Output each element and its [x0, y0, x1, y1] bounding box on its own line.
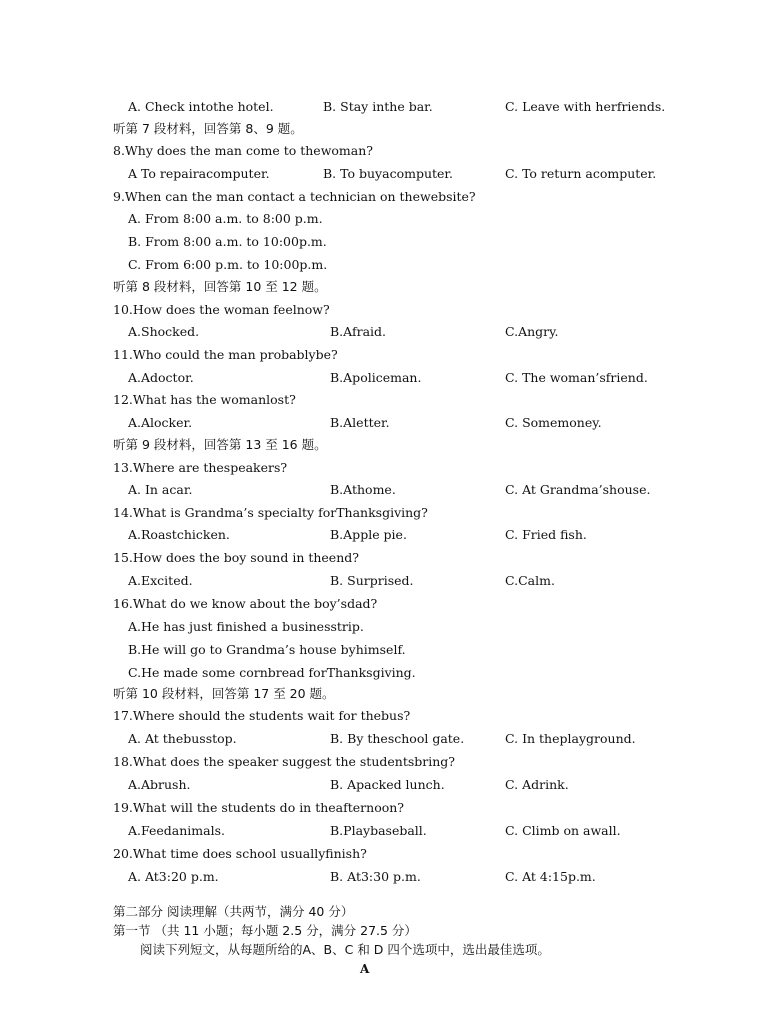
passage-label: A — [360, 962, 370, 976]
q17-option-c: C. In theplayground. — [505, 731, 636, 746]
q11-option-c: C. The woman’sfriend. — [505, 370, 648, 385]
question-15-stem: 15.How does the boy sound in theend? — [113, 550, 359, 565]
q13-option-c: C. At Grandma’shouse. — [505, 482, 651, 497]
question-9-stem: 9.When can the man contact a technician on thewebsite? — [113, 189, 476, 204]
question-17-stem: 17.Where should the students wait for thebus? — [113, 708, 411, 723]
q10-option-b: B.Afraid. — [330, 324, 386, 339]
q18-option-a: A.Abrush. — [128, 777, 191, 792]
q7-option-a: A. Check intothe hotel. — [128, 99, 274, 114]
q7-option-c: C. Leave with herfriends. — [505, 99, 666, 114]
reading-instructions: 阅读下列短文，从每题所给的A、B、C 和 D 四个选项中，选出最佳选项。 — [140, 942, 550, 957]
q14-option-b: B.Apple pie. — [330, 527, 407, 542]
question-8-stem: 8.Why does the man come to thewoman? — [113, 143, 373, 158]
q12-option-b: B.Aletter. — [330, 415, 390, 430]
q14-option-c: C. Fried fish. — [505, 527, 587, 542]
section-heading-10: 听第 10 段材料，回答第 17 至 20 题。 — [113, 686, 335, 701]
question-13-stem: 13.Where are thespeakers? — [113, 460, 288, 475]
q10-option-a: A.Shocked. — [128, 324, 200, 339]
q19-option-b: B.Playbaseball. — [330, 823, 427, 838]
question-18-stem: 18.What does the speaker suggest the studentsbring? — [113, 754, 455, 769]
q9-option-b: B. From 8:00 a.m. to 10:00p.m. — [128, 234, 327, 249]
q16-option-a: A.He has just finished a businesstrip. — [128, 619, 364, 634]
q11-option-b: B.Apoliceman. — [330, 370, 422, 385]
q15-option-a: A.Excited. — [128, 573, 193, 588]
q13-option-b: B.Athome. — [330, 482, 396, 497]
q8-option-c: C. To return acomputer. — [505, 166, 657, 181]
q19-option-c: C. Climb on awall. — [505, 823, 621, 838]
q9-option-a: A. From 8:00 a.m. to 8:00 p.m. — [128, 211, 323, 226]
q8-option-a: A To repairacomputer. — [128, 166, 270, 181]
q7-option-b: B. Stay inthe bar. — [323, 99, 433, 114]
section-heading-9: 听第 9 段材料，回答第 13 至 16 题。 — [113, 437, 327, 452]
q15-option-b: B. Surprised. — [330, 573, 414, 588]
section-one-title: 第一节 （共 11 小题；每小题 2.5 分，满分 27.5 分） — [113, 923, 417, 938]
q20-option-a: A. At3:20 p.m. — [128, 869, 219, 884]
q11-option-a: A.Adoctor. — [128, 370, 194, 385]
q12-option-a: A.Alocker. — [128, 415, 193, 430]
question-16-stem: 16.What do we know about the boy’sdad? — [113, 596, 378, 611]
question-10-stem: 10.How does the woman feelnow? — [113, 302, 330, 317]
q16-option-c: C.He made some cornbread forThanksgiving. — [128, 665, 416, 680]
q10-option-c: C.Angry. — [505, 324, 559, 339]
q17-option-a: A. At thebusstop. — [128, 731, 237, 746]
q20-option-c: C. At 4:15p.m. — [505, 869, 596, 884]
q17-option-b: B. By theschool gate. — [330, 731, 465, 746]
q20-option-b: B. At3:30 p.m. — [330, 869, 421, 884]
q18-option-b: B. Apacked lunch. — [330, 777, 445, 792]
q9-option-c: C. From 6:00 p.m. to 10:00p.m. — [128, 257, 328, 272]
q13-option-a: A. In acar. — [128, 482, 193, 497]
question-12-stem: 12.What has the womanlost? — [113, 392, 296, 407]
q8-option-b: B. To buyacomputer. — [323, 166, 453, 181]
question-19-stem: 19.What will the students do in theafternoon? — [113, 800, 405, 815]
q15-option-c: C.Calm. — [505, 573, 555, 588]
question-20-stem: 20.What time does school usuallyfinish? — [113, 846, 367, 861]
q18-option-c: C. Adrink. — [505, 777, 569, 792]
question-11-stem: 11.Who could the man probablybe? — [113, 347, 338, 362]
section-heading-8: 听第 8 段材料，回答第 10 至 12 题。 — [113, 279, 327, 294]
section-heading-7: 听第 7 段材料，回答第 8、9 题。 — [113, 121, 303, 136]
q12-option-c: C. Somemoney. — [505, 415, 602, 430]
q19-option-a: A.Feedanimals. — [128, 823, 225, 838]
q14-option-a: A.Roastchicken. — [128, 527, 230, 542]
question-14-stem: 14.What is Grandma’s specialty forThanksgiving? — [113, 505, 428, 520]
part-two-title: 第二部分 阅读理解（共两节，满分 40 分） — [113, 904, 354, 919]
q16-option-b: B.He will go to Grandma’s house byhimself. — [128, 642, 406, 657]
